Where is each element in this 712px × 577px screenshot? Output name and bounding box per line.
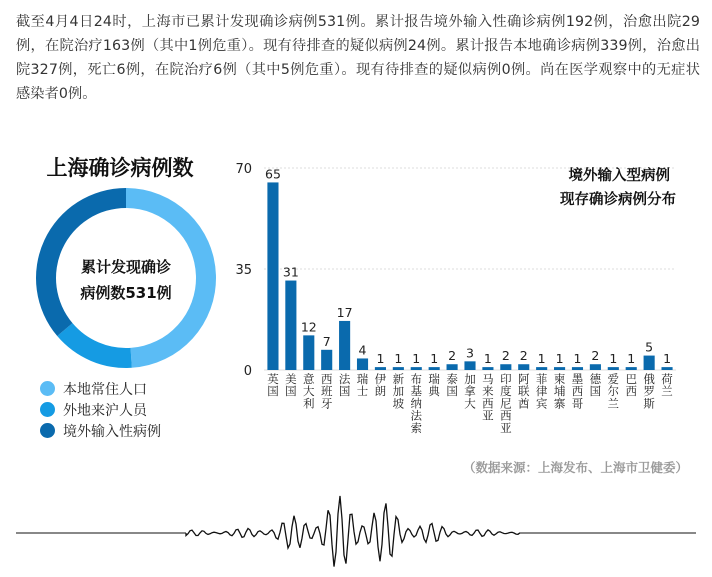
legend-label-local: 本地常住人口 xyxy=(63,381,147,398)
bar-value-label-19: 1 xyxy=(609,351,618,367)
bar-value-label-14: 2 xyxy=(519,348,528,364)
x-tick-label-11: 加拿大 xyxy=(464,372,476,411)
bar-12 xyxy=(482,367,493,370)
bar-4 xyxy=(339,321,350,370)
wave-squiggle xyxy=(186,496,520,567)
bar-value-label-0: 65 xyxy=(265,166,281,182)
bar-value-label-16: 1 xyxy=(555,351,564,367)
x-tick-label-8: 布基纳法索 xyxy=(410,372,423,435)
bar-3 xyxy=(321,350,332,370)
bar-value-label-6: 1 xyxy=(376,351,385,367)
bar-16 xyxy=(554,367,565,370)
bar-value-label-4: 17 xyxy=(336,304,353,320)
x-tick-label-0: 英国 xyxy=(267,372,279,399)
intro-paragraph: 截至4月4日24时，上海市已累计发现确诊病例531例。累计报告境外输入性确诊病例192例，治愈出院29例，在院治疗163例（其中1例危重）。现有待排查的疑似病例24例。累计报告本地确诊病例339例，治愈出院327例，死亡6例，在院治疗6例（其中5例危重）。现有待排查的疑似病例0例。尚在医学观察中的无症状感染者0例。 xyxy=(16,14,700,102)
bar-value-label-13: 2 xyxy=(501,348,510,364)
bar-value-label-3: 7 xyxy=(322,333,331,349)
donut-center-line2: 病例数531例 xyxy=(80,284,172,302)
x-tick-label-6: 伊朗 xyxy=(374,372,387,399)
donut-chart-title: 上海确诊病例数 xyxy=(46,156,194,180)
bar-8 xyxy=(411,367,422,370)
x-tick-label-17: 墨西哥 xyxy=(571,372,584,411)
bar-18 xyxy=(590,364,601,370)
x-tick-label-19: 爱尔兰 xyxy=(607,372,620,411)
bar-chart-title-line2: 现存确诊病例分布 xyxy=(560,192,676,208)
x-tick-label-16: 柬埔寨 xyxy=(553,372,566,411)
bar-value-label-21: 5 xyxy=(645,339,654,355)
x-tick-label-5: 瑞士 xyxy=(356,372,369,399)
donut-center-line1: 累计发现确诊 xyxy=(80,258,171,276)
bar-value-label-22: 1 xyxy=(663,351,672,367)
x-tick-label-21: 俄罗斯 xyxy=(643,372,655,411)
bar-22 xyxy=(661,367,672,370)
bar-value-label-18: 2 xyxy=(591,348,600,364)
bar-20 xyxy=(626,367,637,370)
bar-15 xyxy=(536,367,547,370)
x-tick-label-4: 法国 xyxy=(338,372,351,399)
y-tick-label-2: 70 xyxy=(235,162,252,177)
bar-value-label-7: 1 xyxy=(394,351,403,367)
bar-1 xyxy=(285,281,296,370)
bar-value-label-1: 31 xyxy=(282,264,299,280)
bar-17 xyxy=(572,367,583,370)
bar-10 xyxy=(447,364,458,370)
bar-value-label-9: 1 xyxy=(430,351,439,367)
bar-13 xyxy=(500,364,511,370)
x-tick-label-20: 巴西 xyxy=(625,372,637,399)
bar-value-label-11: 3 xyxy=(466,345,474,361)
x-tick-label-14: 阿联酋 xyxy=(517,372,530,411)
bar-value-label-2: 12 xyxy=(300,319,317,335)
x-tick-label-13: 印度尼西亚 xyxy=(500,372,512,435)
x-tick-label-18: 德国 xyxy=(589,372,602,399)
bar-5 xyxy=(357,358,368,370)
x-tick-label-1: 美国 xyxy=(285,372,297,399)
legend-label-imported: 境外输入性病例 xyxy=(63,423,161,440)
y-tick-label-1: 35 xyxy=(235,263,252,278)
x-tick-label-3: 西班牙 xyxy=(320,372,333,411)
bar-9 xyxy=(429,367,440,370)
bar-21 xyxy=(644,356,655,370)
x-tick-label-10: 泰国 xyxy=(446,372,458,399)
bar-19 xyxy=(608,367,619,370)
bar-14 xyxy=(518,364,529,370)
bar-7 xyxy=(393,367,404,370)
bar-6 xyxy=(375,367,386,370)
bar-0 xyxy=(267,182,278,370)
bar-value-label-5: 4 xyxy=(358,342,367,358)
bar-2 xyxy=(303,335,314,370)
bar-value-label-12: 1 xyxy=(483,351,492,367)
x-tick-label-7: 新加坡 xyxy=(392,372,405,411)
bar-value-label-17: 1 xyxy=(573,351,582,367)
x-tick-label-9: 瑞典 xyxy=(428,372,440,399)
y-tick-label-0: 0 xyxy=(243,364,252,379)
legend-label-nonlocal: 外地来沪人员 xyxy=(63,402,147,419)
x-tick-label-22: 荷兰 xyxy=(661,372,673,399)
bar-value-label-20: 1 xyxy=(627,351,636,367)
bar-value-label-10: 2 xyxy=(448,348,457,364)
bar-chart-title-line1: 境外输入型病例 xyxy=(568,168,670,184)
x-tick-label-12: 马来西亚 xyxy=(482,372,494,423)
x-tick-label-15: 菲律宾 xyxy=(535,372,548,411)
source-note: （数据来源：上海发布、上海市卫健委） xyxy=(462,460,688,475)
x-tick-label-2: 意大利 xyxy=(303,372,315,411)
bar-value-label-8: 1 xyxy=(412,351,421,367)
bar-11 xyxy=(464,361,475,370)
decorative-waveform xyxy=(0,490,712,577)
bar-value-label-15: 1 xyxy=(537,351,546,367)
